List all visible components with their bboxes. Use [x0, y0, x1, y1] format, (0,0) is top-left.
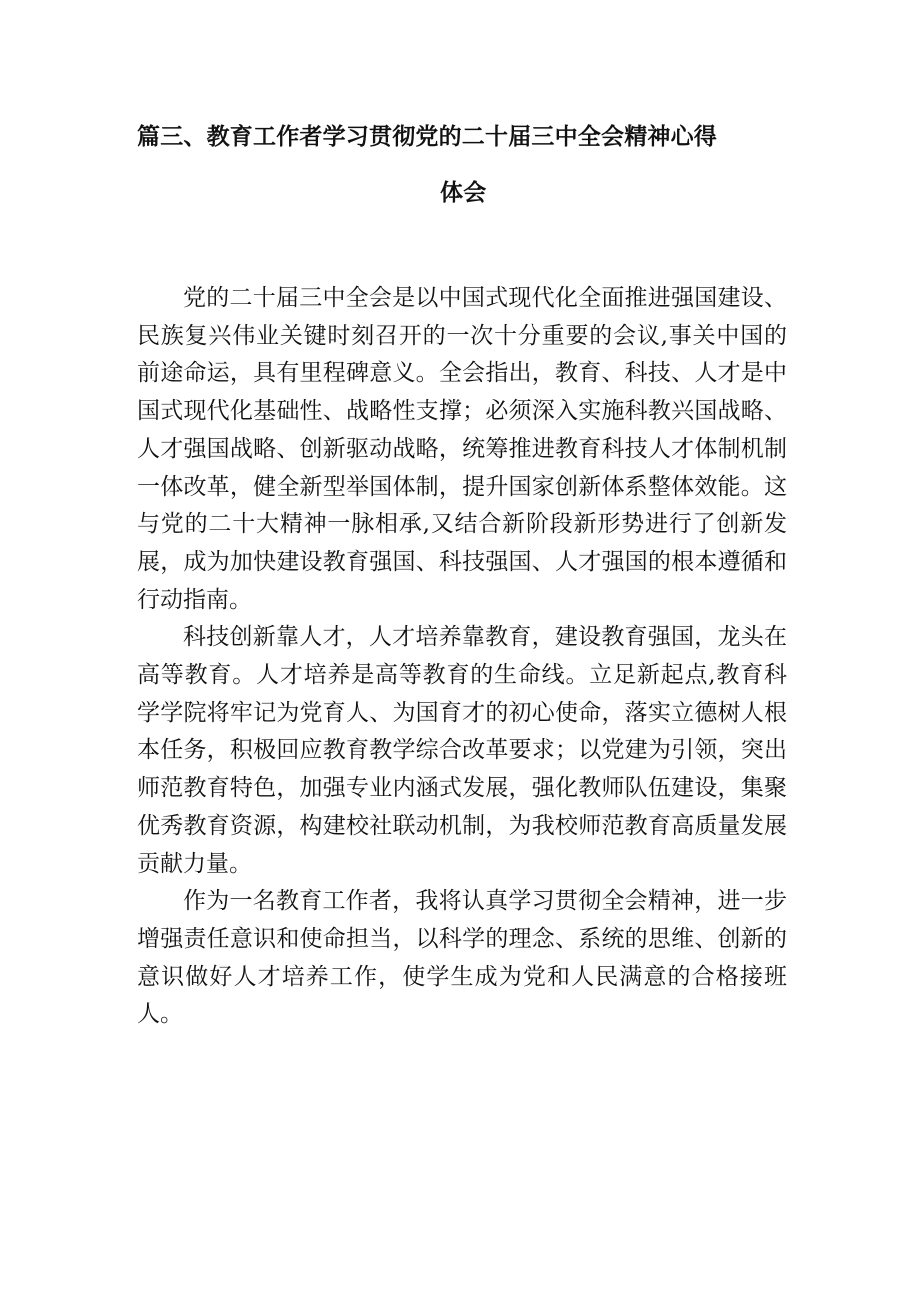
document-body: [137, 280, 787, 1034]
paragraph-3: 作为一名教育工作者，我将认真学习贯彻全会精神，进一步增强责任意识和使命担当，以科学的理念、系统的思维、创新的意识做好人才培养工作，使学生成为党和人民满意的合格接班人。: [137, 888, 787, 1028]
document-title-line-2: 体会: [440, 179, 487, 206]
paragraph-2: 科技创新靠人才，人才培养靠教育，建设教育强国，龙头在高等教育。人才培养是高等教育的生命线。立足新起点,教育科学学院将牢记为党育人、为国育才的初心使命，落实立德树人根本任务，积极回应教育教学综合改革要求；以党建为引领，突出师范教育特色，加强专业内涵式发展，强化教师队伍建设，集聚优秀教育资源，构建校社联动机制，为我校师范教育高质量发展贡献力量。: [137, 624, 787, 877]
document-title-line-1: 篇三、教育工作者学习贯彻党的二十届三中全会精神心得: [137, 123, 717, 150]
paragraph-1: 党的二十届三中全会是以中国式现代化全面推进强国建设、民族复兴伟业关键时刻召开的一次十分重要的会议,事关中国的前途命运，具有里程碑意义。全会指出，教育、科技、人才是中国式现代化基础性、战略性支撑；必须深入实施科教兴国战略、人才强国战略、创新驱动战略，统筹推进教育科技人才体制机制一体改革，健全新型举国体制，提升国家创新体系整体效能。这与党的二十大精神一脉相承,又结合新阶段新形势进行了创新发展，成为加快建设教育强国、科技强国、人才强国的根本遵循和行动指南。: [137, 285, 787, 613]
